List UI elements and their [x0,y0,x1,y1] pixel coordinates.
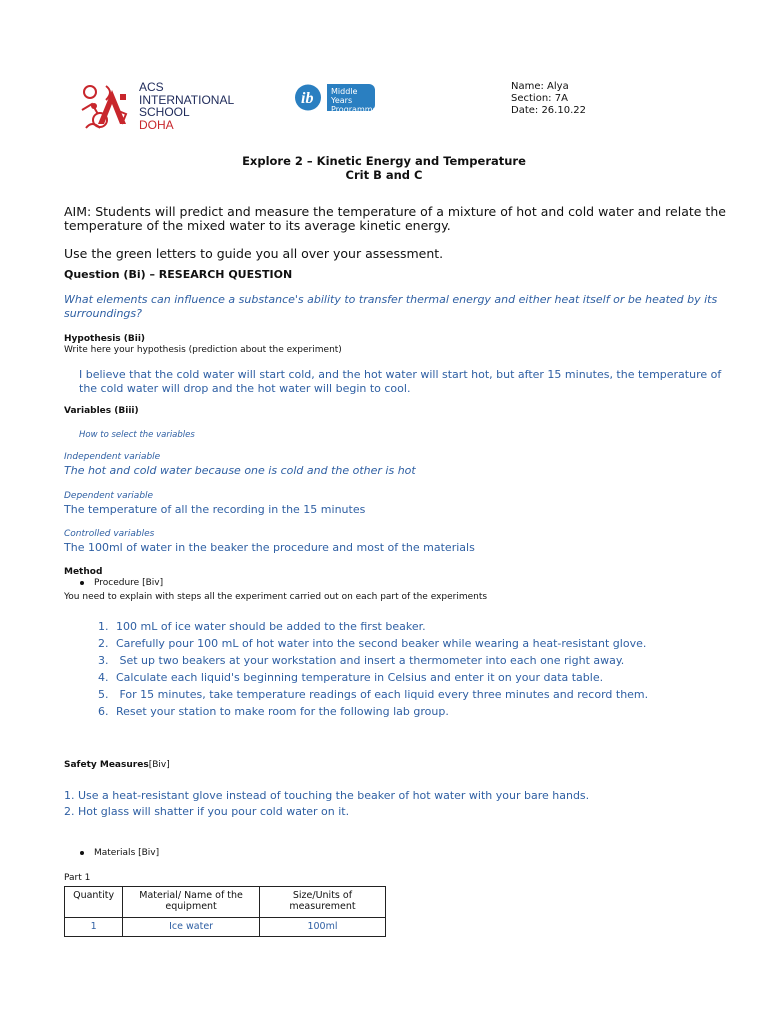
safety-heading: Safety Measures[Biv] [64,760,170,770]
ib-logo [293,84,327,111]
svg-text:ib: ib [301,90,314,107]
bullet-icon [80,851,84,855]
hypothesis-heading: Hypothesis (Bii) [64,334,146,344]
assessment-date: Date: 26.10.22 [511,105,586,116]
materials-table [64,886,386,937]
dependent-value: The temperature of all the recording in the 15 minutes [64,503,366,516]
list-item: 5. For 15 minutes, take temperature readings of each liquid every three minutes and record them. [98,688,649,701]
school-name: ACS INTERNATIONAL SCHOOL DOHA [139,80,235,132]
table-cell: 1 [65,918,123,937]
list-item: 6. Reset your station to make room for the following lab group. [98,705,449,718]
hypothesis-answer: I believe that the cold water will start cold, and the hot water will start hot, but after 15 minutes, the temperature of the cold water will drop and the hot water will begin to cool. [79,368,722,395]
page-subtitle: Crit B and C [345,168,423,182]
list-item: 2. Carefully pour 100 mL of hot water into the second beaker while wearing a heat-resistant glove. [98,637,647,650]
safety-item-1: 1. Use a heat-resistant glove instead of touching the beaker of hot water with your bare hands. [64,789,590,802]
bullet-icon [80,581,84,585]
safety-item-2: 2. Hot glass will shatter if you pour cold water on it. [64,805,350,818]
dependent-label: Dependent variable [64,491,154,501]
guide-text: Use the green letters to guide you all over your assessment. [64,246,444,261]
page-title: Explore 2 – Kinetic Energy and Temperature [242,154,526,168]
method-instruction: You need to explain with steps all the experiment carried out on each part of the experiments [64,592,488,602]
student-name: Name: Alya [511,81,569,92]
independent-value: The hot and cold water because one is cold and the other is hot [64,464,416,477]
table-row [65,918,386,937]
student-info [511,81,586,117]
part-label: Part 1 [64,873,91,883]
aim-text: AIM: Students will predict and measure the temperature of a mixture of hot and cold water and relate the temperature of the mixed water to its average kinetic energy. [64,204,726,233]
table-header: Material/ Name of the equipment [123,887,260,918]
list-item: 4. Calculate each liquid's beginning temperature in Celsius and enter it on your data table. [98,671,604,684]
independent-label: Independent variable [64,452,161,462]
school-logo [76,80,134,136]
hypothesis-instruction: Write here your hypothesis (prediction about the experiment) [64,345,342,355]
procedure-steps [98,618,738,720]
list-item: 1. 100 mL of ice water should be added to the first beaker. [98,620,426,633]
variables-howto: How to select the variables [79,430,195,440]
procedure-bullet: Procedure [Biv] [80,578,163,588]
list-item: 3. Set up two beakers at your workstation and insert a thermometer into each one right away. [98,654,625,667]
research-heading: Question (Bi) – RESEARCH QUESTION [64,268,293,281]
ib-programme-label: Middle Years Programme [327,84,375,111]
method-heading: Method [64,567,103,577]
table-cell: Ice water [123,918,260,937]
student-section: Section: 7A [511,93,568,104]
materials-bullet: Materials [Biv] [80,848,159,858]
table-header: Quantity [65,887,123,918]
controlled-label: Controlled variables [64,529,155,539]
research-question: What elements can influence a substance's ability to transfer thermal energy and either heat itself or be heated by its surroundings? [64,293,718,320]
variables-heading: Variables (Biii) [64,406,139,416]
table-cell: 100ml [259,918,385,937]
table-header-row [65,887,386,918]
controlled-value: The 100ml of water in the beaker the procedure and most of the materials [64,541,475,554]
table-header: Size/Units of measurement [259,887,385,918]
